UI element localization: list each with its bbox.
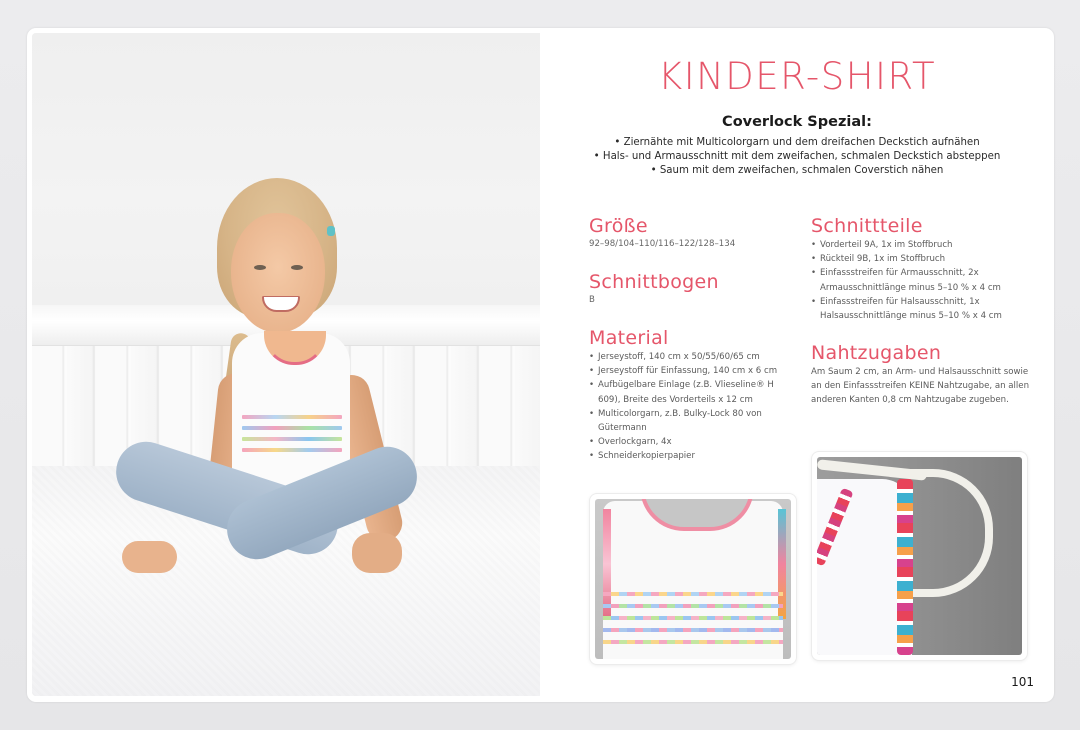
material-item: • Aufbügelbare Einlage (z.B. Vlieseline® H 609), Breite des Vorderteils x 12 cm (589, 378, 799, 406)
pattern-piece-item: • Vorderteil 9A, 1x im Stoffbruch (811, 238, 1041, 252)
section-material (589, 327, 799, 464)
photo-shirt-stripe (242, 426, 342, 430)
material-list (589, 350, 799, 464)
book-page (27, 28, 1054, 702)
photo-eye (291, 265, 303, 270)
material-item: • Jerseystoff, 140 cm x 50/55/60/65 cm (589, 350, 799, 364)
pattern-sheet-value: B (589, 295, 595, 305)
photo-shirt-stripe (242, 448, 342, 452)
photo-foot-right (352, 533, 402, 573)
size-value: 92–98/104–110/116–122/128–134 (589, 239, 736, 249)
photo-hair-clip (327, 226, 335, 236)
pattern-piece-item: • Rückteil 9B, 1x im Stoffbruch (811, 252, 1041, 266)
coverlock-item: • Hals- und Armausschnitt mit dem zweifachen, schmalen Deckstich absteppen (540, 150, 1054, 164)
coverlock-item: • Ziernähte mit Multicolorgarn und dem dreifachen Deckstich aufnähen (540, 136, 1054, 150)
detail-photo-shirt-front (590, 494, 796, 664)
photo-eye (254, 265, 266, 270)
photo-foot-left (122, 541, 177, 573)
pattern-pieces-list (811, 238, 1041, 323)
section-heading: Größe (589, 215, 648, 237)
detail-photo-shirt-hanger (812, 452, 1027, 660)
section-heading: Material (589, 327, 669, 349)
section-schnittbogen (589, 271, 809, 307)
material-item: • Schneiderkopierpapier (589, 449, 799, 463)
page-number: 101 (1011, 675, 1034, 689)
material-item: • Jerseystoff für Einfassung, 140 cm x 6 cm (589, 364, 799, 378)
section-heading: Schnittteile (811, 215, 923, 237)
section-nahtzugaben (811, 342, 1036, 408)
page-title: KINDER-SHIRT (657, 55, 937, 98)
pattern-piece-item: • Einfassstreifen für Halsausschnitt, 1x Halsausschnittlänge minus 5–10 % x 4 cm (811, 295, 1041, 323)
photo-shirt-stripe (242, 437, 342, 441)
photo-shirt-stripe (242, 415, 342, 419)
pattern-piece-item: • Einfassstreifen für Armausschnitt, 2x Armausschnittlänge minus 5–10 % x 4 cm (811, 266, 1041, 294)
section-heading: Nahtzugaben (811, 342, 942, 364)
material-item: • Multicolorgarn, z.B. Bulky-Lock 80 von Gütermann (589, 407, 799, 435)
section-heading: Schnittbogen (589, 271, 719, 293)
coverlock-item: • Saum mit dem zweifachen, schmalen Coverstich nähen (540, 164, 1054, 178)
material-item: • Overlockgarn, 4x (589, 435, 799, 449)
coverlock-heading: Coverlock Spezial: (722, 114, 872, 130)
seam-allowance-text: Am Saum 2 cm, an Arm- und Halsausschnitt sowie an den Einfassstreifen KEINE Nahtzugabe, an allen anderen Kanten 0,8 cm Nahtzugabe zugeben. (811, 367, 1030, 406)
coverlock-list (540, 136, 1054, 178)
photo-face (231, 213, 325, 333)
section-schnittteile (811, 215, 1041, 323)
main-photo (32, 33, 540, 696)
section-groesse (589, 215, 809, 251)
photo-armhole-binding (897, 479, 913, 655)
